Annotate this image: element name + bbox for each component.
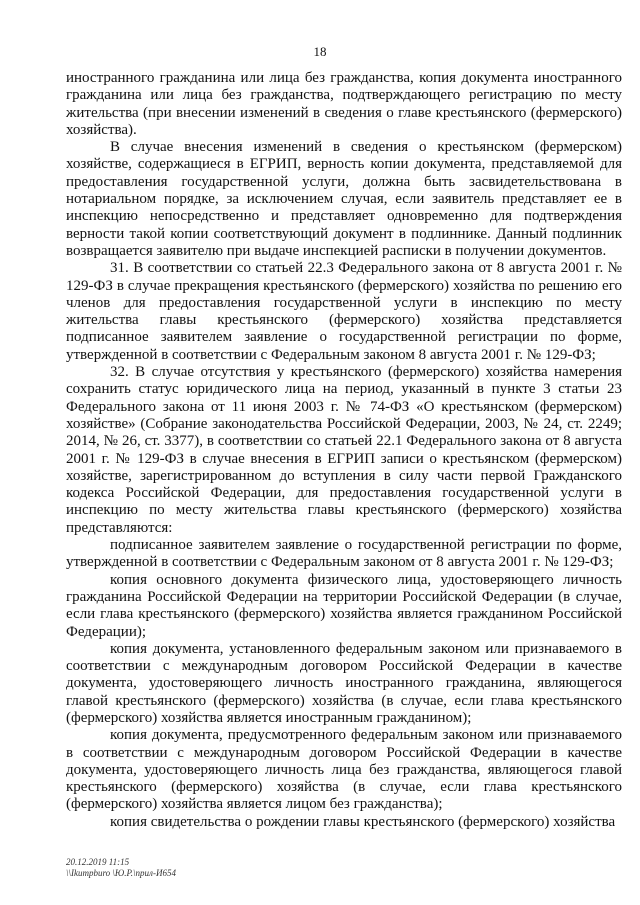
paragraph-notary-note: В случае внесения изменений в сведения о крестьянском (фермерском) хозяйстве, содержащиеся в ЕГРИП, верность копии документа, представляемой для предоставления государственной услуги, должна быть засвидетельствована в нотариальном порядке, за исключением случая, если заявитель представляет ее в инспекцию непосредственно и представляет одновременно для подтверждения верности такой копии соответствующий документ в подлиннике. Данный подлинник возвращается заявителю при выдаче инспекцией расписки в получении документов. — [66, 139, 622, 259]
list-item-foreign-id: копия документа, установленного федеральным законом или признаваемого в соответствии с международным договором Российской Федерации в качестве документа, удостоверяющего личность иностранного гражданина, являющегося главой крестьянского (фермерского) хозяйства (в случае, если глава крестьянского (фермерского) хозяйства является иностранным гражданином); — [66, 640, 622, 726]
list-item-birth-certificate: копия свидетельства о рождении главы крестьянского (фермерского) хозяйства — [110, 813, 616, 830]
list-item-stateless-id: копия документа, предусмотренного федеральным законом или признаваемого в соответствии с международным договором Российской Федерации в качестве документа, удостоверяющего личность лица без гражданства, являющегося главой крестьянского (фермерского) хозяйства (в случае, если глава крестьянского (фермерского) хозяйства является лицом без гражданства); — [66, 727, 622, 813]
paragraph-32: 32. В случае отсутствия у крестьянского (фермерского) хозяйства намерения сохранить статус юридического лица на период, указанный в пункте 3 статьи 23 Федерального закона от 11 июня 2003 г. № 74-ФЗ «О крестьянском (фермерском) хозяйстве» (Собрание законодательства Российской Федерации, 2003, № 24, ст. 2249; 2014, № 26, ст. 3377), в соответствии со статьей 22.1 Федерального закона от 8 августа 2001 г. № 129-ФЗ в случае внесения в ЕГРИП записи о крестьянском (фермерском) хозяйстве, зарегистрированном до вступления в силу части первой Гражданского кодекса Российской Федерации, для предоставления государственной услуги в инспекцию по месту жительства главы крестьянского (фермерского) хозяйства представляются: — [66, 364, 622, 536]
footer-timestamp: 20.12.2019 11:15 — [66, 857, 130, 867]
list-item-citizen-id: копия основного документа физического лица, удостоверяющего личность гражданина Российской Федерации на территории Российской Федерации (в случае, если глава крестьянского (фермерского) хозяйства является гражданином Российской Федерации); — [66, 571, 622, 640]
document-body — [66, 70, 622, 831]
page-number: 18 — [313, 44, 327, 59]
paragraph-continuation: иностранного гражданина или лица без гражданства, копия документа иностранного гражданина или лица без гражданства, подтверждающего регистрацию по месту жительства (при внесении изменений в сведения о главе крестьянского (фермерского) хозяйства). — [66, 70, 622, 138]
footer-file-path: \\Ikumpburo \Ю.P.\nрил-И654 — [66, 868, 176, 878]
list-item-application: подписанное заявителем заявление о государственной регистрации по форме, утвержденной в соответствии с Федеральным законом от 8 августа 2001 г. № 129-ФЗ; — [66, 537, 622, 571]
paragraph-31: 31. В соответствии со статьей 22.3 Федерального закона от 8 августа 2001 г. № 129-ФЗ в случае прекращения крестьянского (фермерского) хозяйства по решению его членов для предоставления государственной услуги в инспекцию по месту жительства главы крестьянского (фермерского) хозяйства представляется подписанное заявителем заявление о государственной регистрации по форме, утвержденной в соответствии с Федеральным законом 8 августа 2001 г. № 129-ФЗ; — [66, 260, 622, 363]
document-footer — [66, 857, 176, 879]
